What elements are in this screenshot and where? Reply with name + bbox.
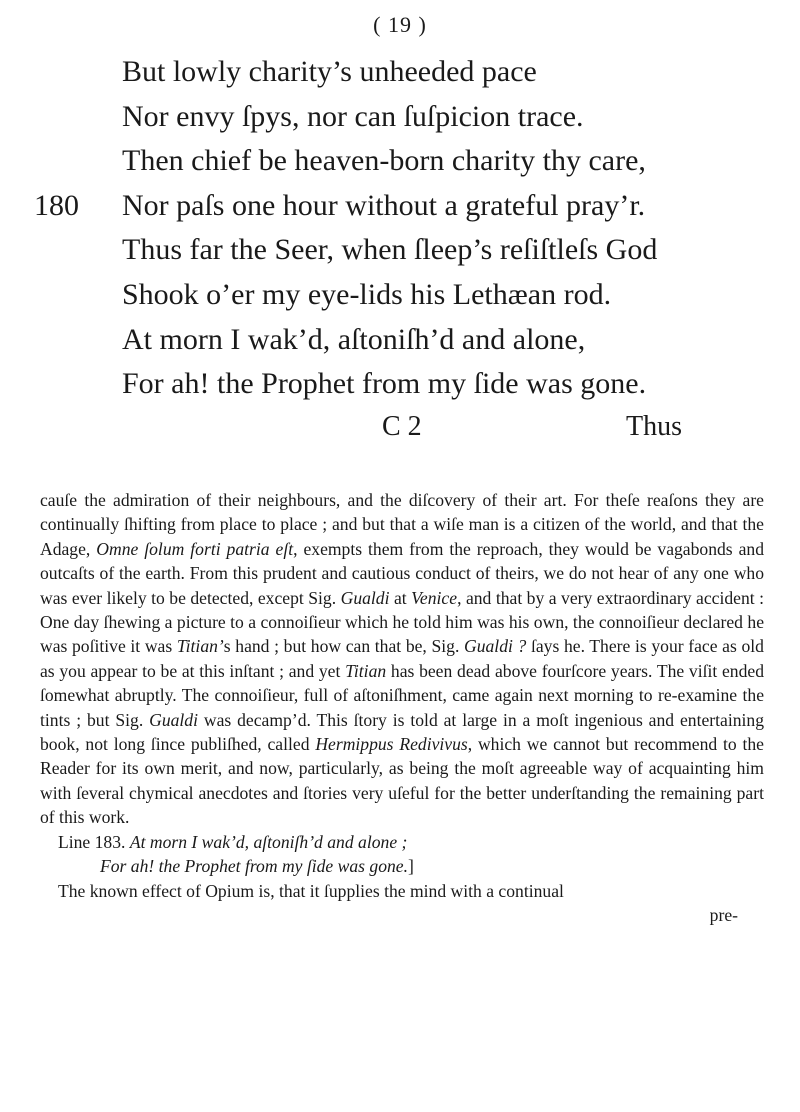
catchword: Thus — [626, 410, 682, 442]
poem-line-text: For ah! the Prophet from my ſide was gone. — [122, 367, 647, 401]
poem-line-text: Thus far the Seer, when ſleep’s reſiſtleſs God — [122, 233, 658, 267]
poem-line-text: Nor envy ſpys, nor can ſuſpicion trace. — [122, 99, 584, 133]
line-reference: Line 183. At morn I wak’d, aſtoniſh’d and alone ; — [58, 831, 408, 852]
poem-line — [0, 228, 800, 273]
poem-line-text: Nor paſs one hour without a grateful pray’r. — [122, 188, 646, 222]
poem-line-text: At morn I wak’d, aſtoniſh’d and alone, — [122, 322, 586, 356]
poem-line-text: But lowly charity’s unheeded pace — [122, 55, 537, 88]
poem-line — [0, 318, 800, 363]
signature-row — [0, 407, 800, 447]
notes — [40, 488, 764, 927]
line-number: 180 — [34, 188, 79, 222]
poem-line — [0, 273, 800, 318]
poem-line-text: Then chief be heaven-born charity thy care, — [122, 144, 646, 178]
poem — [0, 50, 800, 447]
page-number: ( 19 ) — [373, 12, 427, 37]
line-reference-continued: For ah! the Prophet from my ſide was gone.] — [100, 856, 414, 877]
note-text: The known effect of Opium is, that it ſupplies the mind with a continual — [58, 880, 564, 901]
poem-line-text: Shook o’er my eye-lids his Lethæan rod. — [122, 277, 612, 311]
note-paragraph: cauſe the admiration of their neighbours, and the diſcovery of their art. For theſe reaſons they are continually ſhifting from place to place ; and but that a wiſe man is a citizen of the world, and that the Adage, Omne ſolum forti patria eſt, exempts them from the reproach, they would be vagabonds and outcaſts of the earth. From this prudent and cautious conduct of theirs, we do not hear of any one who was ever likely to be detected, except Sig. Gualdi at Venice, and that by a very extraordinary accident : One day ſhewing a picture to a connoiſieur which he told him was his own, the connoiſieur declared he was poſitive it was Titian’s hand ; but how can that be, Sig. Gualdi ? ſays he. There is your face as old as you appear to be at this inſtant ; and yet Titian has been dead above fourſcore years. The viſit ended ſomewhat abruptly. The connoiſieur, full of aſtoniſhment, came again next morning to re-examine the tints ; but Sig. Gualdi was decamp’d. This ſtory is told at large in a moſt ingenious and entertaining book, not long ſince publiſhed, called Hermippus Redivivus, which we cannot but recommend to the Reader for its own merit, and now, particularly, as being the moſt agreeable way of acquainting him with ſeveral chymical anecdotes and ſtories very uſeful for the better underſtanding the remaining part of this work. — [40, 490, 765, 828]
poem-line — [0, 139, 800, 184]
signature-mark: C 2 — [382, 410, 422, 442]
poem-line — [0, 184, 800, 229]
catchword-bottom: pre- — [709, 904, 738, 925]
poem-line — [0, 362, 800, 407]
poem-line — [0, 95, 800, 140]
poem-line — [0, 50, 800, 95]
